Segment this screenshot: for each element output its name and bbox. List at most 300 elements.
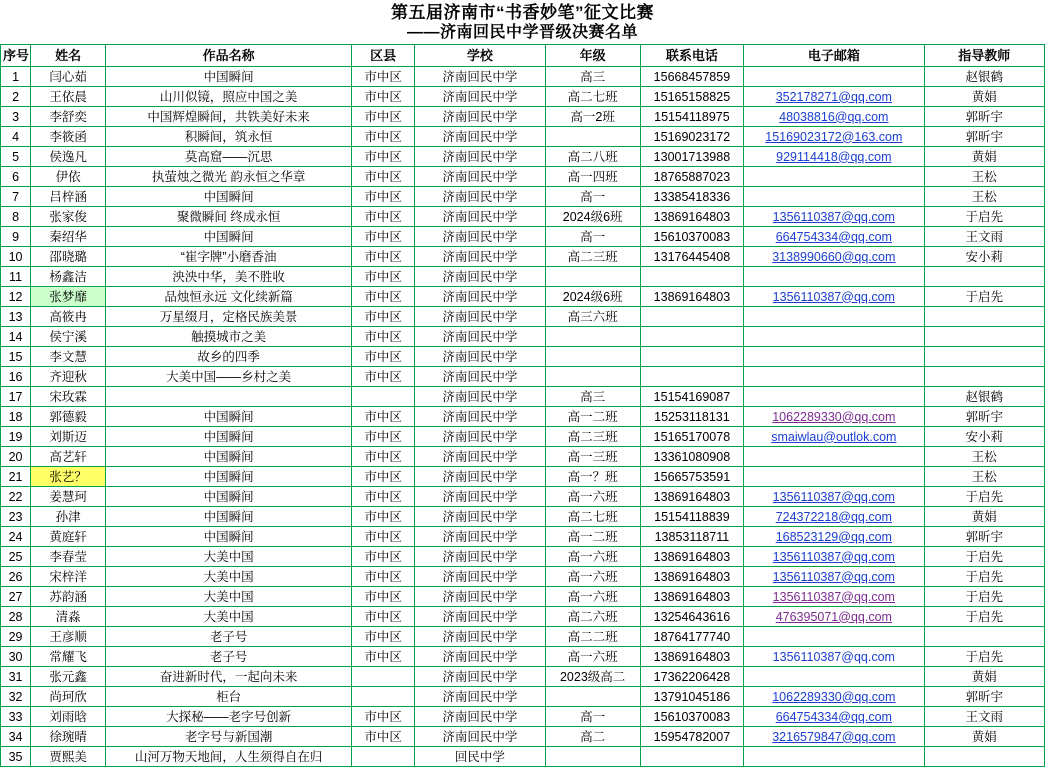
cell-work[interactable]: 中国辉煌瞬间，共铁美好未来 — [106, 107, 352, 127]
cell-grade[interactable] — [545, 267, 640, 287]
cell-name[interactable]: 杨鑫洁 — [31, 267, 106, 287]
cell-teacher[interactable]: 安小莉 — [924, 427, 1044, 447]
cell-work[interactable]: 大探秘——老字号创新 — [106, 707, 352, 727]
cell-phone[interactable]: 15169023172 — [640, 127, 743, 147]
cell-teacher[interactable]: 安小莉 — [924, 247, 1044, 267]
cell-grade[interactable] — [545, 367, 640, 387]
cell-email[interactable] — [744, 587, 925, 607]
cell-district[interactable]: 市中区 — [351, 87, 414, 107]
cell-no[interactable]: 33 — [1, 707, 31, 727]
cell-school[interactable]: 济南回民中学 — [415, 367, 545, 387]
table-row[interactable] — [1, 287, 1045, 307]
cell-teacher[interactable]: 黄娟 — [924, 507, 1044, 527]
cell-district[interactable]: 市中区 — [351, 627, 414, 647]
cell-email[interactable] — [744, 387, 925, 407]
cell-grade[interactable]: 高二 — [545, 727, 640, 747]
cell-phone[interactable]: 13869164803 — [640, 487, 743, 507]
cell-school[interactable]: 济南回民中学 — [415, 407, 545, 427]
cell-email[interactable] — [744, 667, 925, 687]
cell-grade[interactable]: 高二三班 — [545, 247, 640, 267]
cell-district[interactable]: 市中区 — [351, 307, 414, 327]
cell-district[interactable]: 市中区 — [351, 207, 414, 227]
email-link[interactable]: 1356110387@qq.com — [772, 589, 895, 604]
table-row[interactable] — [1, 427, 1045, 447]
cell-school[interactable]: 济南回民中学 — [415, 507, 545, 527]
cell-teacher[interactable]: 黄娟 — [924, 87, 1044, 107]
cell-phone[interactable]: 17362206428 — [640, 667, 743, 687]
cell-no[interactable]: 4 — [1, 127, 31, 147]
cell-email[interactable] — [744, 127, 925, 147]
table-row[interactable] — [1, 347, 1045, 367]
cell-work[interactable]: 中国瞬间 — [106, 487, 352, 507]
cell-grade[interactable]: 高一二班 — [545, 407, 640, 427]
cell-school[interactable]: 济南回民中学 — [415, 687, 545, 707]
table-row[interactable] — [1, 167, 1045, 187]
cell-grade[interactable]: 高一二班 — [545, 527, 640, 547]
cell-grade[interactable]: 高二三班 — [545, 427, 640, 447]
cell-work[interactable]: 万星缀月，定格民族美景 — [106, 307, 352, 327]
cell-district[interactable]: 市中区 — [351, 407, 414, 427]
cell-work[interactable]: 大美中国 — [106, 567, 352, 587]
cell-grade[interactable]: 2023级高二 — [545, 667, 640, 687]
cell-grade[interactable]: 高一六班 — [545, 547, 640, 567]
cell-work[interactable]: 执萤烛之微光 韵永恒之华章 — [106, 167, 352, 187]
cell-school[interactable]: 济南回民中学 — [415, 127, 545, 147]
cell-school[interactable]: 济南回民中学 — [415, 327, 545, 347]
cell-school[interactable]: 济南回民中学 — [415, 567, 545, 587]
cell-work[interactable]: 中国瞬间 — [106, 507, 352, 527]
cell-name[interactable]: 李筱函 — [31, 127, 106, 147]
cell-district[interactable]: 市中区 — [351, 487, 414, 507]
email-link[interactable]: 664754334@qq.com — [775, 229, 892, 244]
cell-grade[interactable]: 高一 — [545, 187, 640, 207]
cell-email[interactable] — [744, 107, 925, 127]
email-link[interactable]: 3138990660@qq.com — [772, 249, 896, 264]
cell-name[interactable]: 邵晓璐 — [31, 247, 106, 267]
email-link[interactable]: 724372218@qq.com — [775, 509, 892, 524]
cell-school[interactable]: 济南回民中学 — [415, 67, 545, 87]
email-link[interactable]: 1356110387@qq.com — [772, 649, 895, 664]
cell-phone[interactable] — [640, 307, 743, 327]
email-link[interactable]: 664754334@qq.com — [775, 709, 892, 724]
cell-no[interactable]: 12 — [1, 287, 31, 307]
table-row[interactable] — [1, 367, 1045, 387]
cell-work[interactable]: 山川似镜，照应中国之美 — [106, 87, 352, 107]
cell-district[interactable]: 市中区 — [351, 507, 414, 527]
cell-district[interactable]: 市中区 — [351, 727, 414, 747]
cell-name[interactable]: 侯宁溪 — [31, 327, 106, 347]
table-row[interactable] — [1, 207, 1045, 227]
cell-name[interactable]: 李春莹 — [31, 547, 106, 567]
cell-phone[interactable]: 13869164803 — [640, 647, 743, 667]
cell-school[interactable]: 济南回民中学 — [415, 187, 545, 207]
table-row[interactable] — [1, 267, 1045, 287]
cell-teacher[interactable]: 郭昕宇 — [924, 527, 1044, 547]
cell-phone[interactable]: 15253118131 — [640, 407, 743, 427]
table-row[interactable] — [1, 527, 1045, 547]
cell-email[interactable] — [744, 327, 925, 347]
cell-teacher[interactable]: 于启先 — [924, 587, 1044, 607]
table-row[interactable] — [1, 467, 1045, 487]
cell-school[interactable]: 济南回民中学 — [415, 487, 545, 507]
cell-phone[interactable]: 13176445408 — [640, 247, 743, 267]
cell-school[interactable]: 济南回民中学 — [415, 647, 545, 667]
cell-email[interactable] — [744, 547, 925, 567]
cell-email[interactable] — [744, 647, 925, 667]
cell-school[interactable]: 济南回民中学 — [415, 267, 545, 287]
cell-work[interactable]: 山河万物天地间，人生须得自在归 — [106, 747, 352, 767]
cell-grade[interactable]: 2024级6班 — [545, 207, 640, 227]
cell-no[interactable]: 31 — [1, 667, 31, 687]
cell-district[interactable]: 市中区 — [351, 247, 414, 267]
cell-teacher[interactable]: 于启先 — [924, 567, 1044, 587]
cell-school[interactable]: 济南回民中学 — [415, 87, 545, 107]
table-row[interactable] — [1, 687, 1045, 707]
cell-email[interactable] — [744, 527, 925, 547]
table-row[interactable] — [1, 87, 1045, 107]
cell-no[interactable]: 24 — [1, 527, 31, 547]
cell-no[interactable]: 2 — [1, 87, 31, 107]
cell-district[interactable]: 市中区 — [351, 367, 414, 387]
cell-school[interactable]: 济南回民中学 — [415, 587, 545, 607]
table-row[interactable] — [1, 127, 1045, 147]
table-row[interactable] — [1, 667, 1045, 687]
email-link[interactable]: 15169023172@163.com — [765, 129, 903, 144]
email-link[interactable]: 168523129@qq.com — [775, 529, 892, 544]
cell-email[interactable] — [744, 207, 925, 227]
cell-email[interactable] — [744, 287, 925, 307]
cell-district[interactable]: 市中区 — [351, 147, 414, 167]
cell-no[interactable]: 16 — [1, 367, 31, 387]
cell-name[interactable]: 徐琬晴 — [31, 727, 106, 747]
cell-work[interactable]: 中国瞬间 — [106, 407, 352, 427]
cell-no[interactable]: 22 — [1, 487, 31, 507]
cell-district[interactable]: 市中区 — [351, 267, 414, 287]
cell-grade[interactable]: 高三 — [545, 67, 640, 87]
cell-no[interactable]: 9 — [1, 227, 31, 247]
cell-school[interactable]: 济南回民中学 — [415, 107, 545, 127]
cell-no[interactable]: 20 — [1, 447, 31, 467]
cell-teacher[interactable]: 黄娟 — [924, 667, 1044, 687]
cell-district[interactable]: 市中区 — [351, 347, 414, 367]
cell-phone[interactable]: 15610370083 — [640, 227, 743, 247]
cell-work[interactable]: 中国瞬间 — [106, 527, 352, 547]
cell-grade[interactable]: 高一六班 — [545, 587, 640, 607]
cell-name[interactable]: 侯逸凡 — [31, 147, 106, 167]
cell-work[interactable]: 老子号 — [106, 647, 352, 667]
cell-email[interactable] — [744, 167, 925, 187]
cell-grade[interactable]: 高一？班 — [545, 467, 640, 487]
cell-name[interactable]: 尚珂欣 — [31, 687, 106, 707]
cell-school[interactable]: 济南回民中学 — [415, 727, 545, 747]
cell-no[interactable]: 13 — [1, 307, 31, 327]
cell-email[interactable] — [744, 727, 925, 747]
cell-work[interactable]: 大美中国 — [106, 587, 352, 607]
cell-teacher[interactable]: 赵银鹤 — [924, 387, 1044, 407]
cell-phone[interactable]: 15665753591 — [640, 467, 743, 487]
cell-no[interactable]: 14 — [1, 327, 31, 347]
cell-name[interactable]: 刘雨晗 — [31, 707, 106, 727]
cell-phone[interactable]: 13001713988 — [640, 147, 743, 167]
cell-phone[interactable] — [640, 327, 743, 347]
cell-phone[interactable]: 13869164803 — [640, 567, 743, 587]
cell-email[interactable] — [744, 487, 925, 507]
cell-phone[interactable]: 13791045186 — [640, 687, 743, 707]
cell-phone[interactable]: 15610370083 — [640, 707, 743, 727]
cell-no[interactable]: 32 — [1, 687, 31, 707]
cell-district[interactable]: 市中区 — [351, 167, 414, 187]
cell-grade[interactable]: 高二二班 — [545, 627, 640, 647]
cell-name[interactable]: 张元鑫 — [31, 667, 106, 687]
cell-email[interactable] — [744, 87, 925, 107]
cell-work[interactable]: “崔字牌”小磨香油 — [106, 247, 352, 267]
cell-name[interactable]: 张家俊 — [31, 207, 106, 227]
table-row[interactable] — [1, 507, 1045, 527]
cell-district[interactable]: 市中区 — [351, 187, 414, 207]
cell-grade[interactable]: 高一四班 — [545, 167, 640, 187]
cell-district[interactable]: 市中区 — [351, 327, 414, 347]
cell-school[interactable]: 济南回民中学 — [415, 707, 545, 727]
email-link[interactable]: 1356110387@qq.com — [772, 209, 895, 224]
cell-school[interactable]: 济南回民中学 — [415, 467, 545, 487]
table-row[interactable] — [1, 327, 1045, 347]
cell-no[interactable]: 35 — [1, 747, 31, 767]
cell-teacher[interactable]: 黄娟 — [924, 727, 1044, 747]
cell-school[interactable]: 济南回民中学 — [415, 447, 545, 467]
cell-teacher[interactable]: 郭昕宇 — [924, 407, 1044, 427]
cell-grade[interactable]: 高二六班 — [545, 607, 640, 627]
cell-district[interactable]: 市中区 — [351, 567, 414, 587]
cell-name[interactable]: 孙津 — [31, 507, 106, 527]
cell-name[interactable]: 闫心茹 — [31, 67, 106, 87]
cell-teacher[interactable]: 于启先 — [924, 647, 1044, 667]
cell-no[interactable]: 11 — [1, 267, 31, 287]
table-row[interactable] — [1, 107, 1045, 127]
cell-phone[interactable]: 13853118711 — [640, 527, 743, 547]
cell-email[interactable] — [744, 427, 925, 447]
cell-email[interactable] — [744, 507, 925, 527]
table-row[interactable] — [1, 247, 1045, 267]
cell-grade[interactable] — [545, 327, 640, 347]
cell-name[interactable]: 姜慧珂 — [31, 487, 106, 507]
cell-name[interactable]: 秦绍华 — [31, 227, 106, 247]
table-row[interactable] — [1, 147, 1045, 167]
cell-district[interactable]: 市中区 — [351, 527, 414, 547]
cell-work[interactable]: 莫高窟——沉思 — [106, 147, 352, 167]
cell-work[interactable]: 触摸城市之美 — [106, 327, 352, 347]
cell-email[interactable] — [744, 147, 925, 167]
cell-school[interactable]: 济南回民中学 — [415, 347, 545, 367]
cell-name[interactable]: 张艺？ — [31, 467, 106, 487]
cell-work[interactable]: 中国瞬间 — [106, 67, 352, 87]
cell-school[interactable]: 济南回民中学 — [415, 247, 545, 267]
cell-name[interactable]: 吕梓涵 — [31, 187, 106, 207]
cell-district[interactable]: 市中区 — [351, 287, 414, 307]
cell-phone[interactable] — [640, 347, 743, 367]
cell-no[interactable]: 8 — [1, 207, 31, 227]
cell-phone[interactable]: 15954782007 — [640, 727, 743, 747]
cell-teacher[interactable]: 王文雨 — [924, 227, 1044, 247]
cell-phone[interactable]: 13869164803 — [640, 287, 743, 307]
cell-teacher[interactable]: 王松 — [924, 467, 1044, 487]
cell-grade[interactable] — [545, 687, 640, 707]
cell-no[interactable]: 27 — [1, 587, 31, 607]
table-row[interactable] — [1, 187, 1045, 207]
cell-grade[interactable]: 高一 — [545, 227, 640, 247]
cell-grade[interactable]: 高一六班 — [545, 567, 640, 587]
table-row[interactable] — [1, 627, 1045, 647]
cell-teacher[interactable] — [924, 327, 1044, 347]
cell-email[interactable] — [744, 247, 925, 267]
table-row[interactable] — [1, 727, 1045, 747]
cell-name[interactable]: 李文慧 — [31, 347, 106, 367]
cell-teacher[interactable] — [924, 627, 1044, 647]
cell-email[interactable] — [744, 367, 925, 387]
cell-district[interactable]: 市中区 — [351, 67, 414, 87]
cell-district[interactable]: 市中区 — [351, 547, 414, 567]
cell-teacher[interactable]: 王松 — [924, 187, 1044, 207]
cell-phone[interactable]: 13869164803 — [640, 587, 743, 607]
cell-school[interactable]: 济南回民中学 — [415, 667, 545, 687]
cell-name[interactable]: 伊依 — [31, 167, 106, 187]
cell-no[interactable]: 5 — [1, 147, 31, 167]
email-link[interactable]: 1356110387@qq.com — [772, 289, 895, 304]
cell-phone[interactable]: 13869164803 — [640, 547, 743, 567]
cell-school[interactable]: 济南回民中学 — [415, 307, 545, 327]
cell-work[interactable]: 中国瞬间 — [106, 427, 352, 447]
table-row[interactable] — [1, 567, 1045, 587]
table-row[interactable] — [1, 227, 1045, 247]
cell-phone[interactable]: 15154118975 — [640, 107, 743, 127]
cell-district[interactable]: 市中区 — [351, 467, 414, 487]
cell-no[interactable]: 17 — [1, 387, 31, 407]
cell-district[interactable]: 市中区 — [351, 127, 414, 147]
email-link[interactable]: smaiwlau@outlok.com — [771, 429, 897, 444]
cell-email[interactable] — [744, 347, 925, 367]
cell-grade[interactable]: 高一六班 — [545, 487, 640, 507]
cell-email[interactable] — [744, 407, 925, 427]
cell-no[interactable]: 25 — [1, 547, 31, 567]
cell-no[interactable]: 7 — [1, 187, 31, 207]
cell-grade[interactable]: 高一2班 — [545, 107, 640, 127]
cell-no[interactable]: 29 — [1, 627, 31, 647]
cell-work[interactable]: 品烛恒永远 文化续新篇 — [106, 287, 352, 307]
cell-grade[interactable]: 2024级6班 — [545, 287, 640, 307]
cell-teacher[interactable]: 王松 — [924, 167, 1044, 187]
cell-name[interactable]: 王彦顺 — [31, 627, 106, 647]
cell-teacher[interactable]: 郭昕宇 — [924, 127, 1044, 147]
table-row[interactable] — [1, 547, 1045, 567]
cell-email[interactable] — [744, 307, 925, 327]
cell-district[interactable]: 市中区 — [351, 227, 414, 247]
table-row[interactable] — [1, 607, 1045, 627]
cell-district[interactable]: 市中区 — [351, 107, 414, 127]
cell-no[interactable]: 23 — [1, 507, 31, 527]
cell-phone[interactable] — [640, 747, 743, 767]
table-row[interactable] — [1, 707, 1045, 727]
cell-school[interactable]: 济南回民中学 — [415, 627, 545, 647]
table-row[interactable] — [1, 67, 1045, 87]
cell-teacher[interactable]: 王文雨 — [924, 707, 1044, 727]
cell-email[interactable] — [744, 607, 925, 627]
cell-email[interactable] — [744, 267, 925, 287]
cell-teacher[interactable]: 王松 — [924, 447, 1044, 467]
cell-email[interactable] — [744, 747, 925, 767]
cell-work[interactable]: 柜台 — [106, 687, 352, 707]
cell-phone[interactable]: 15154169087 — [640, 387, 743, 407]
cell-school[interactable]: 济南回民中学 — [415, 227, 545, 247]
cell-grade[interactable]: 高三 — [545, 387, 640, 407]
cell-grade[interactable]: 高二八班 — [545, 147, 640, 167]
cell-work[interactable]: 故乡的四季 — [106, 347, 352, 367]
cell-name[interactable]: 齐迎秋 — [31, 367, 106, 387]
table-row[interactable] — [1, 747, 1045, 767]
cell-district[interactable]: 市中区 — [351, 587, 414, 607]
cell-email[interactable] — [744, 627, 925, 647]
cell-work[interactable]: 大美中国——乡村之美 — [106, 367, 352, 387]
cell-phone[interactable]: 13254643616 — [640, 607, 743, 627]
cell-school[interactable]: 济南回民中学 — [415, 607, 545, 627]
email-link[interactable]: 1062289330@qq.com — [772, 689, 896, 704]
cell-email[interactable] — [744, 707, 925, 727]
cell-no[interactable]: 19 — [1, 427, 31, 447]
cell-grade[interactable]: 高二七班 — [545, 87, 640, 107]
cell-name[interactable]: 张梦靡 — [31, 287, 106, 307]
table-row[interactable] — [1, 407, 1045, 427]
cell-phone[interactable]: 18765887023 — [640, 167, 743, 187]
cell-district[interactable] — [351, 667, 414, 687]
cell-school[interactable]: 济南回民中学 — [415, 207, 545, 227]
cell-work[interactable]: 聚微瞬间 终成永恒 — [106, 207, 352, 227]
cell-grade[interactable] — [545, 747, 640, 767]
cell-work[interactable]: 大美中国 — [106, 607, 352, 627]
cell-work[interactable]: 泱泱中华，美不胜收 — [106, 267, 352, 287]
cell-email[interactable] — [744, 187, 925, 207]
cell-name[interactable]: 宋梓洋 — [31, 567, 106, 587]
cell-phone[interactable] — [640, 367, 743, 387]
table-row[interactable] — [1, 387, 1045, 407]
email-link[interactable]: 3216579847@qq.com — [772, 729, 896, 744]
table-row[interactable] — [1, 647, 1045, 667]
cell-no[interactable]: 28 — [1, 607, 31, 627]
cell-work[interactable]: 积瞬间，筑永恒 — [106, 127, 352, 147]
cell-school[interactable]: 济南回民中学 — [415, 427, 545, 447]
email-link[interactable]: 476395071@qq.com — [775, 609, 892, 624]
cell-work[interactable]: 中国瞬间 — [106, 447, 352, 467]
cell-school[interactable]: 回民中学 — [415, 747, 545, 767]
cell-district[interactable]: 市中区 — [351, 707, 414, 727]
cell-teacher[interactable]: 郭昕宇 — [924, 687, 1044, 707]
cell-grade[interactable]: 高一 — [545, 707, 640, 727]
cell-work[interactable]: 老子号 — [106, 627, 352, 647]
cell-teacher[interactable] — [924, 747, 1044, 767]
cell-name[interactable]: 贾熙美 — [31, 747, 106, 767]
cell-phone[interactable]: 15165158825 — [640, 87, 743, 107]
email-link[interactable]: 1356110387@qq.com — [772, 569, 895, 584]
cell-teacher[interactable]: 郭昕宇 — [924, 107, 1044, 127]
cell-email[interactable] — [744, 687, 925, 707]
table-row[interactable] — [1, 447, 1045, 467]
cell-school[interactable]: 济南回民中学 — [415, 287, 545, 307]
cell-email[interactable] — [744, 447, 925, 467]
email-link[interactable]: 1356110387@qq.com — [772, 549, 895, 564]
cell-email[interactable] — [744, 227, 925, 247]
cell-name[interactable]: 高艺轩 — [31, 447, 106, 467]
cell-name[interactable]: 苏韵涵 — [31, 587, 106, 607]
cell-teacher[interactable]: 于启先 — [924, 547, 1044, 567]
cell-no[interactable]: 3 — [1, 107, 31, 127]
cell-name[interactable]: 郭德毅 — [31, 407, 106, 427]
